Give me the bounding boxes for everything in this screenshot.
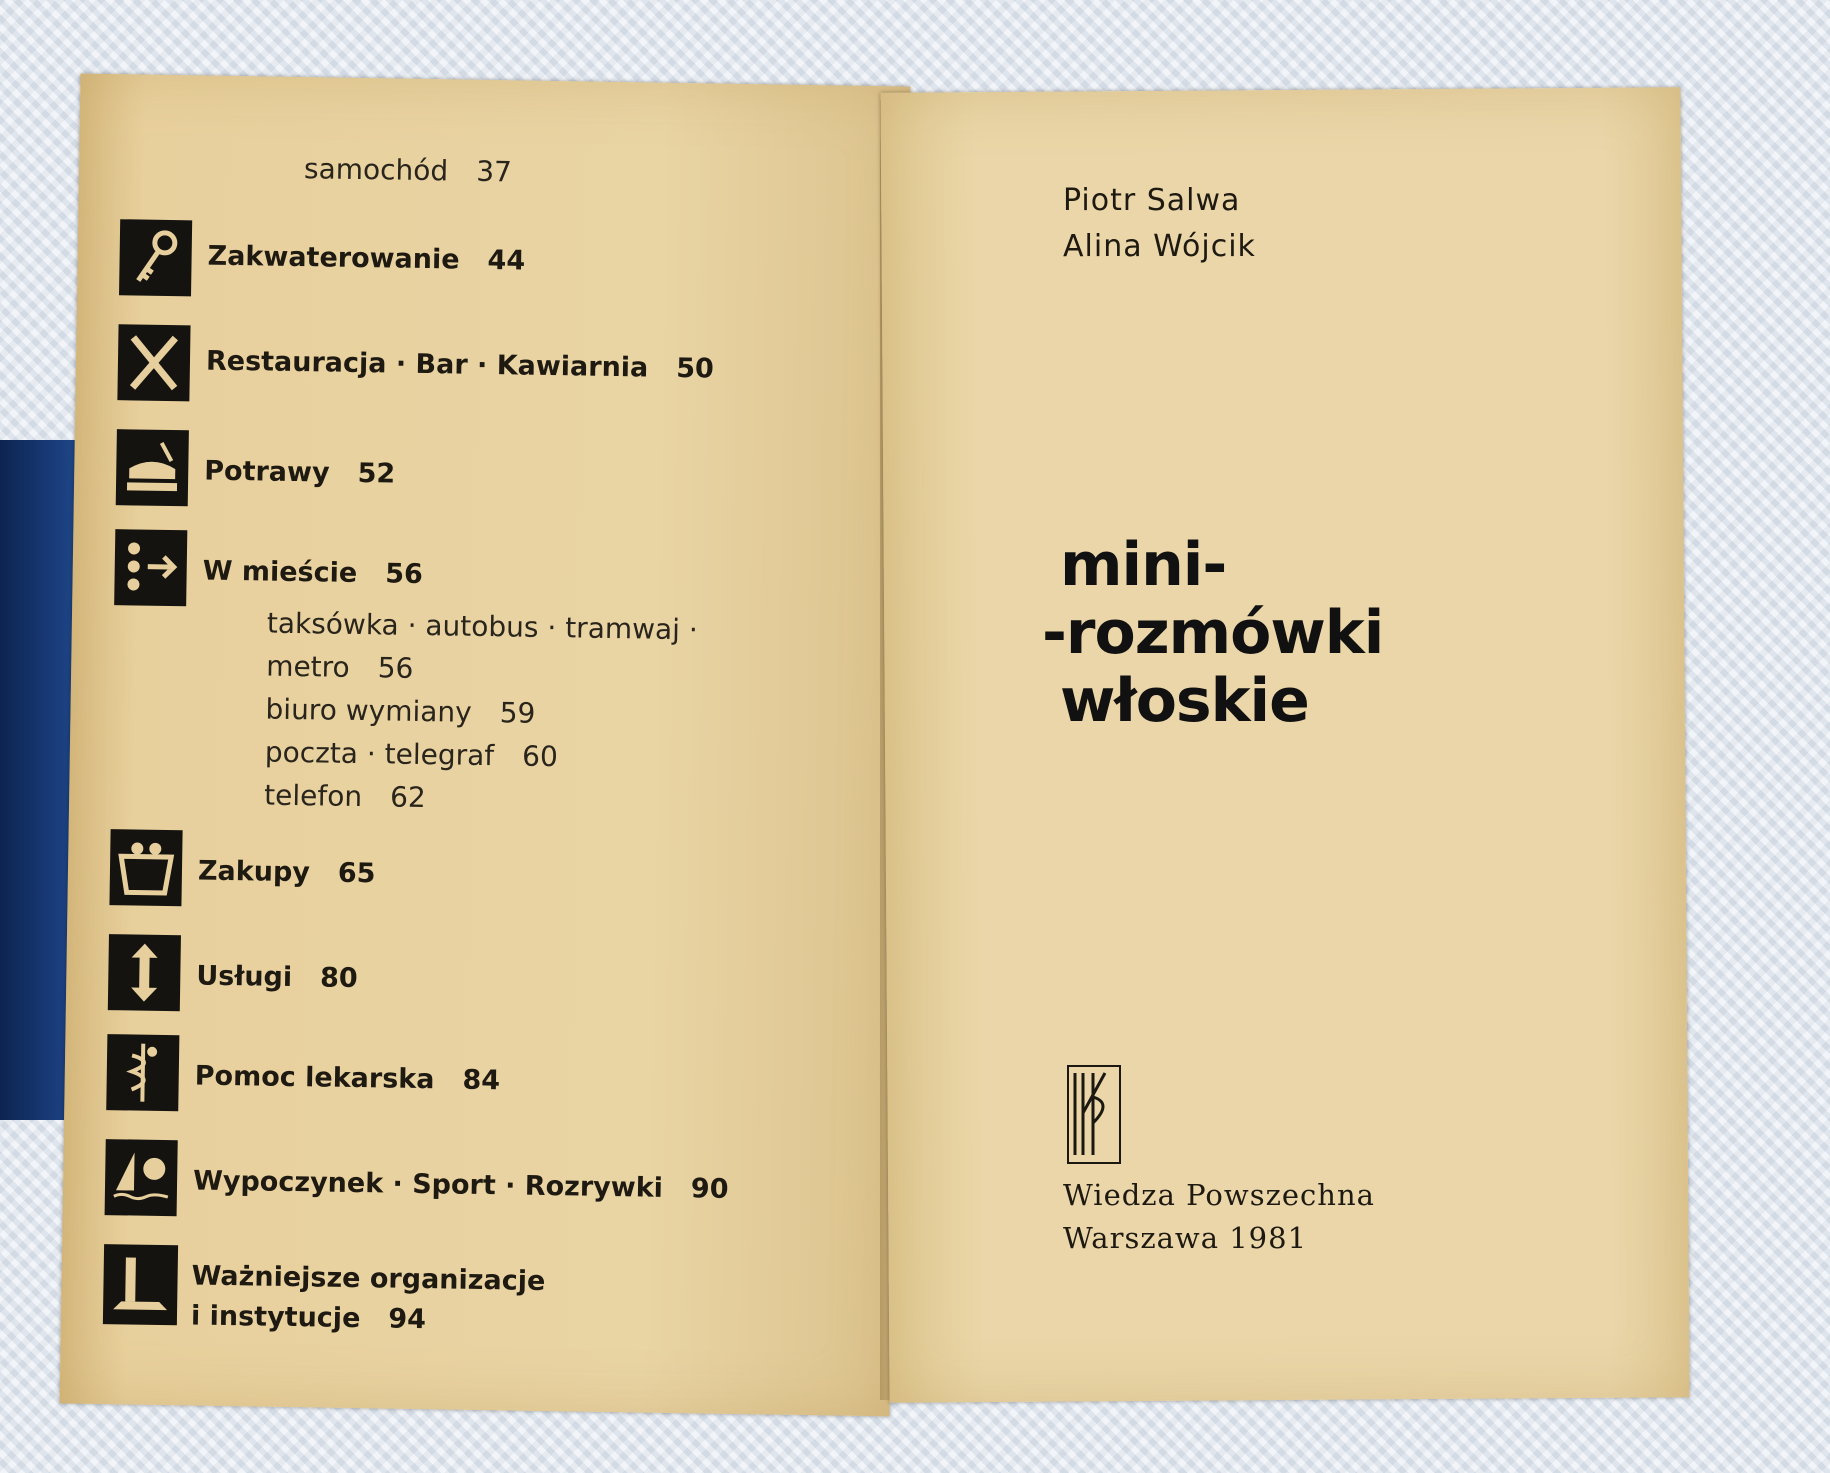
monument-icon (103, 1244, 178, 1325)
book-title-line: mini- (1060, 530, 1227, 600)
toc-entry: Pomoc lekarska 84 (194, 1060, 501, 1097)
book-title-line: włoskie (1060, 666, 1309, 736)
toc-entry: Zakupy 65 (197, 855, 376, 890)
toc-subentry: samochód 37 (303, 152, 513, 189)
book-title-line: -rozmówki (1042, 598, 1384, 668)
toc-entry: Potrawy 52 (204, 455, 396, 490)
publisher-logo (1067, 1065, 1121, 1164)
basket-icon (109, 829, 182, 906)
left-page (60, 74, 911, 1417)
toc-subentry: taksówka · autobus · tramwaj · (266, 606, 699, 647)
toc-entry: Ważniejsze organizacje (191, 1260, 546, 1298)
publisher-place-year: Warszawa 1981 (1063, 1221, 1308, 1255)
caduceus-icon (106, 1034, 179, 1111)
arrows-icon (108, 934, 181, 1011)
toc-entry: Zakwaterowanie 44 (207, 240, 526, 277)
toc-subentry: poczta · telegraf 60 (264, 735, 559, 774)
toc-entry: Usługi 80 (196, 960, 358, 995)
dish-icon (116, 429, 189, 506)
fork-knife-icon (117, 324, 190, 401)
toc-entry: i instytucje 94 (190, 1300, 427, 1336)
publisher-name: Wiedza Powszechna (1063, 1178, 1375, 1212)
traffic-icon (114, 529, 187, 606)
key-icon (119, 219, 192, 296)
author-name: Piotr Salwa (1063, 183, 1241, 218)
toc-subentry: biuro wymiany 59 (265, 692, 536, 730)
toc-entry: Restauracja · Bar · Kawiarnia 50 (205, 345, 715, 385)
toc-subentry: telefon 62 (263, 778, 427, 815)
sail-sun-icon (105, 1139, 178, 1216)
toc-subentry: metro 56 (265, 649, 414, 685)
toc-entry: Wypoczynek · Sport · Rozrywki 90 (192, 1165, 729, 1205)
toc-entry: W mieście 56 (202, 555, 424, 590)
author-name: Alina Wójcik (1063, 229, 1256, 264)
